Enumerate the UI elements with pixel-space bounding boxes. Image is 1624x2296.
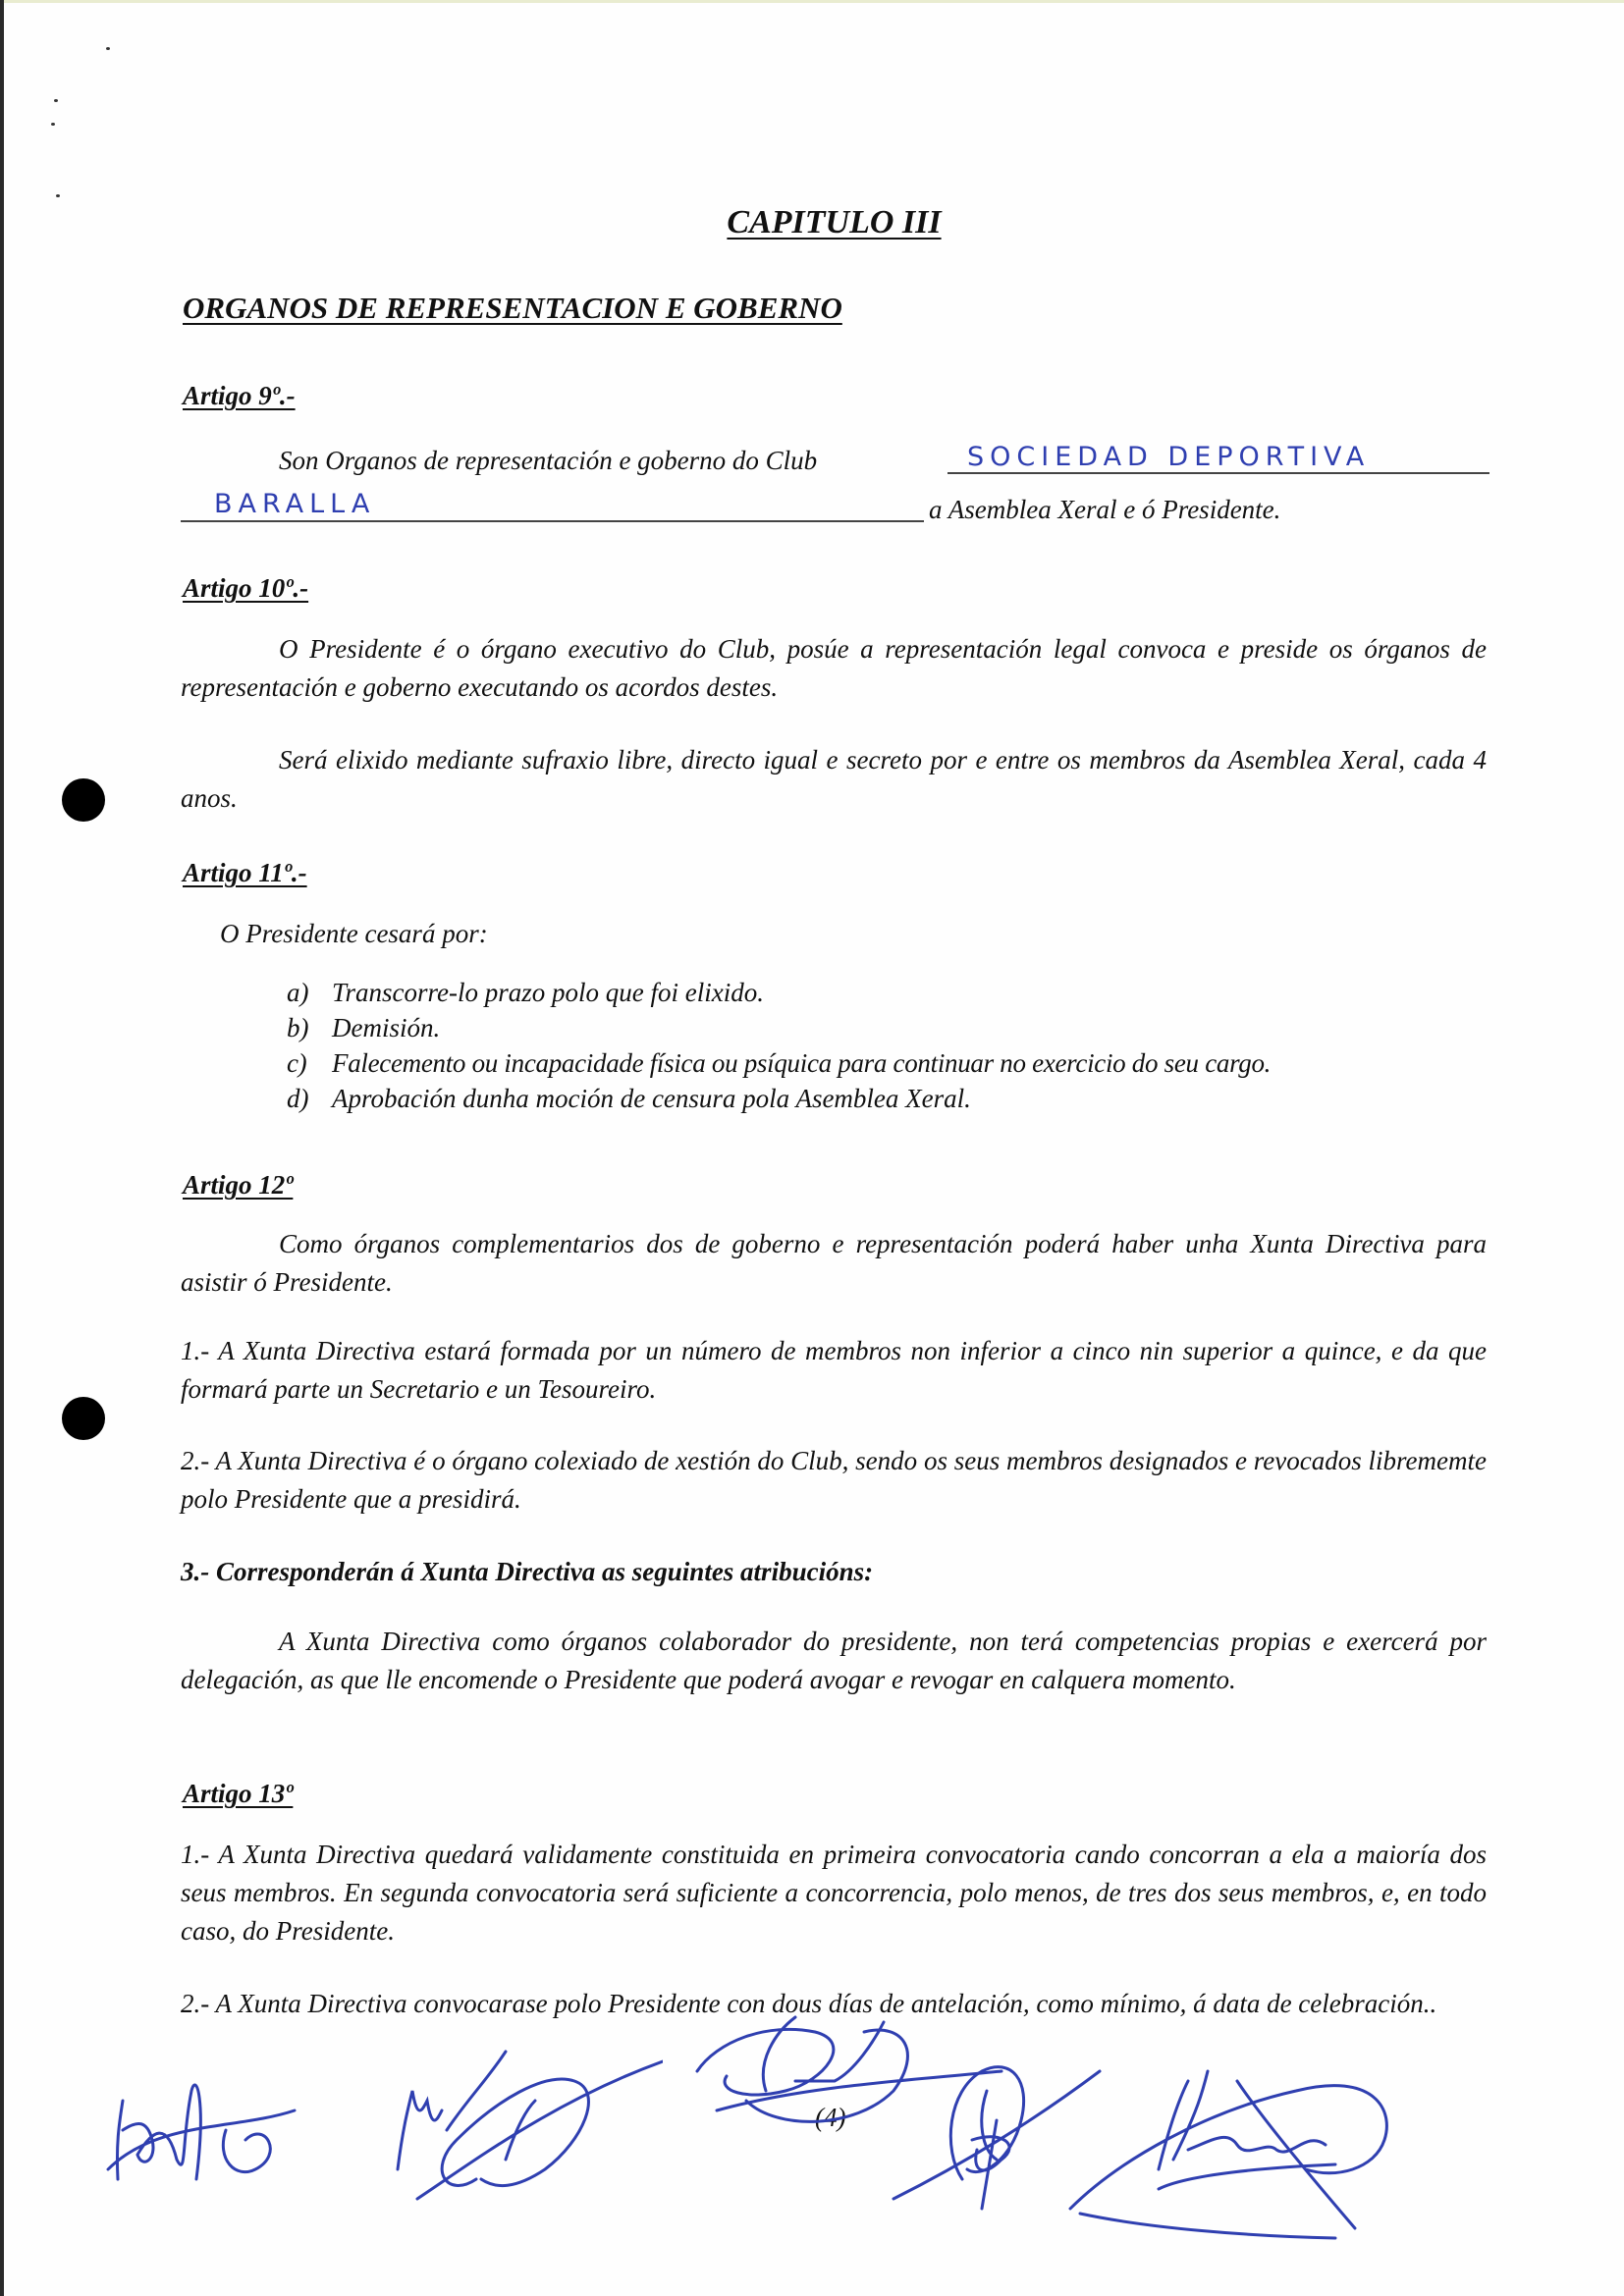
article-11-list	[287, 975, 1271, 1116]
article-11-intro: O Presidente cesará por:	[220, 919, 488, 948]
signature-2-icon	[388, 2042, 663, 2209]
article-9-line-1: Son Organos de representación e goberno do Club	[279, 446, 818, 475]
article-10-paragraph-1: O Presidente é o órgano executivo do Club, posúe a representación legal convoca e preside os órganos de representación e goberno executando os acordos destes.	[181, 634, 1487, 702]
scan-speck	[51, 123, 55, 126]
section-title: ORGANOS DE REPRESENTACION E GOBERNO	[183, 291, 842, 325]
signature-1-icon	[98, 2061, 314, 2199]
list-item-text: Aprobación dunha moción de censura pola Asemblea Xeral.	[332, 1084, 971, 1113]
scan-speck	[106, 47, 110, 50]
club-name-fill-line-1	[947, 472, 1489, 474]
article-12-paragraph-3: 2.- A Xunta Directiva é o órgano colexiado de xestión do Club, sendo os seus membros designados e revocados librememte polo Presidente que a presidirá.	[181, 1446, 1487, 1514]
article-12-paragraph-2: 1.- A Xunta Directiva estará formada por un número de membros non inferior a cinco nin superior a quince, e da que formará parte un Secretario e un Tesoureiro.	[181, 1336, 1487, 1404]
article-9-heading: Artigo 9º.-	[183, 381, 296, 410]
article-9-line-2: a Asemblea Xeral e ó Presidente.	[929, 495, 1281, 524]
list-item-letter: a)	[287, 978, 309, 1007]
article-13-heading: Artigo 13º	[183, 1779, 294, 1808]
article-12-paragraph-1: Como órganos complementarios dos de goberno e representación poderá haber unha Xunta Directiva para asistir ó Presidente.	[181, 1229, 1487, 1297]
article-13-paragraph-2: 2.- A Xunta Directiva convocarase polo Presidente con dous días de antelación, como mínimo, á data de celebración..	[181, 1989, 1437, 2018]
article-11-heading: Artigo 11º.-	[183, 858, 307, 887]
club-name-handwritten-1: SOCIEDAD DEPORTIVA	[967, 442, 1371, 472]
list-item-letter: c)	[287, 1048, 307, 1078]
article-12-paragraph-4: 3.- Corresponderán á Xunta Directiva as seguintes atribucións:	[181, 1557, 874, 1586]
scan-speck	[54, 99, 58, 102]
article-12-heading: Artigo 12º	[183, 1170, 294, 1200]
club-name-fill-line-2	[181, 520, 924, 522]
punch-hole	[62, 778, 105, 822]
signature-5-icon	[1041, 2052, 1414, 2248]
chapter-title: CAPITULO III	[727, 204, 942, 240]
page-number: (4)	[815, 2103, 846, 2132]
scan-speck	[56, 194, 60, 197]
list-item	[287, 1081, 1271, 1116]
punch-hole	[62, 1397, 105, 1440]
list-item-text: Falecemento ou incapacidade física ou psíquica para continuar no exercicio do seu cargo.	[332, 1048, 1272, 1078]
scan-edge-left	[0, 0, 4, 2296]
list-item-text: Demisión.	[332, 1013, 441, 1042]
list-item-text: Transcorre-lo prazo polo que foi elixido.	[332, 978, 764, 1007]
article-13-paragraph-1: 1.- A Xunta Directiva quedará validamente constituida en primeira convocatoria cando concorran a ela a maioría dos seus membros. En segunda convocatoria será suficiente a concorrencia, polo menos, de tres dos seus membros, e, en todo caso, do Presidente.	[181, 1840, 1487, 1946]
club-name-handwritten-2: BARALLA	[214, 489, 376, 519]
list-item-letter: d)	[287, 1084, 309, 1113]
scan-edge-top	[0, 0, 1624, 3]
article-10-paragraph-2: Será elixido mediante sufraxio libre, directo igual e secreto por e entre os membros da Asemblea Xeral, cada 4 anos.	[181, 745, 1487, 813]
list-item	[287, 1010, 1271, 1045]
list-item-letter: b)	[287, 1013, 309, 1042]
article-10-heading: Artigo 10º.-	[183, 573, 309, 603]
article-12-paragraph-5: A Xunta Directiva como órganos colaborador do presidente, non terá competencias propias e exercerá por delegación, as que lle encomende o Presidente que poderá avogar e revogar en calquera momento.	[181, 1627, 1487, 1694]
chapter-heading	[0, 204, 1624, 241]
list-item	[287, 975, 1271, 1010]
list-item	[287, 1045, 1271, 1081]
